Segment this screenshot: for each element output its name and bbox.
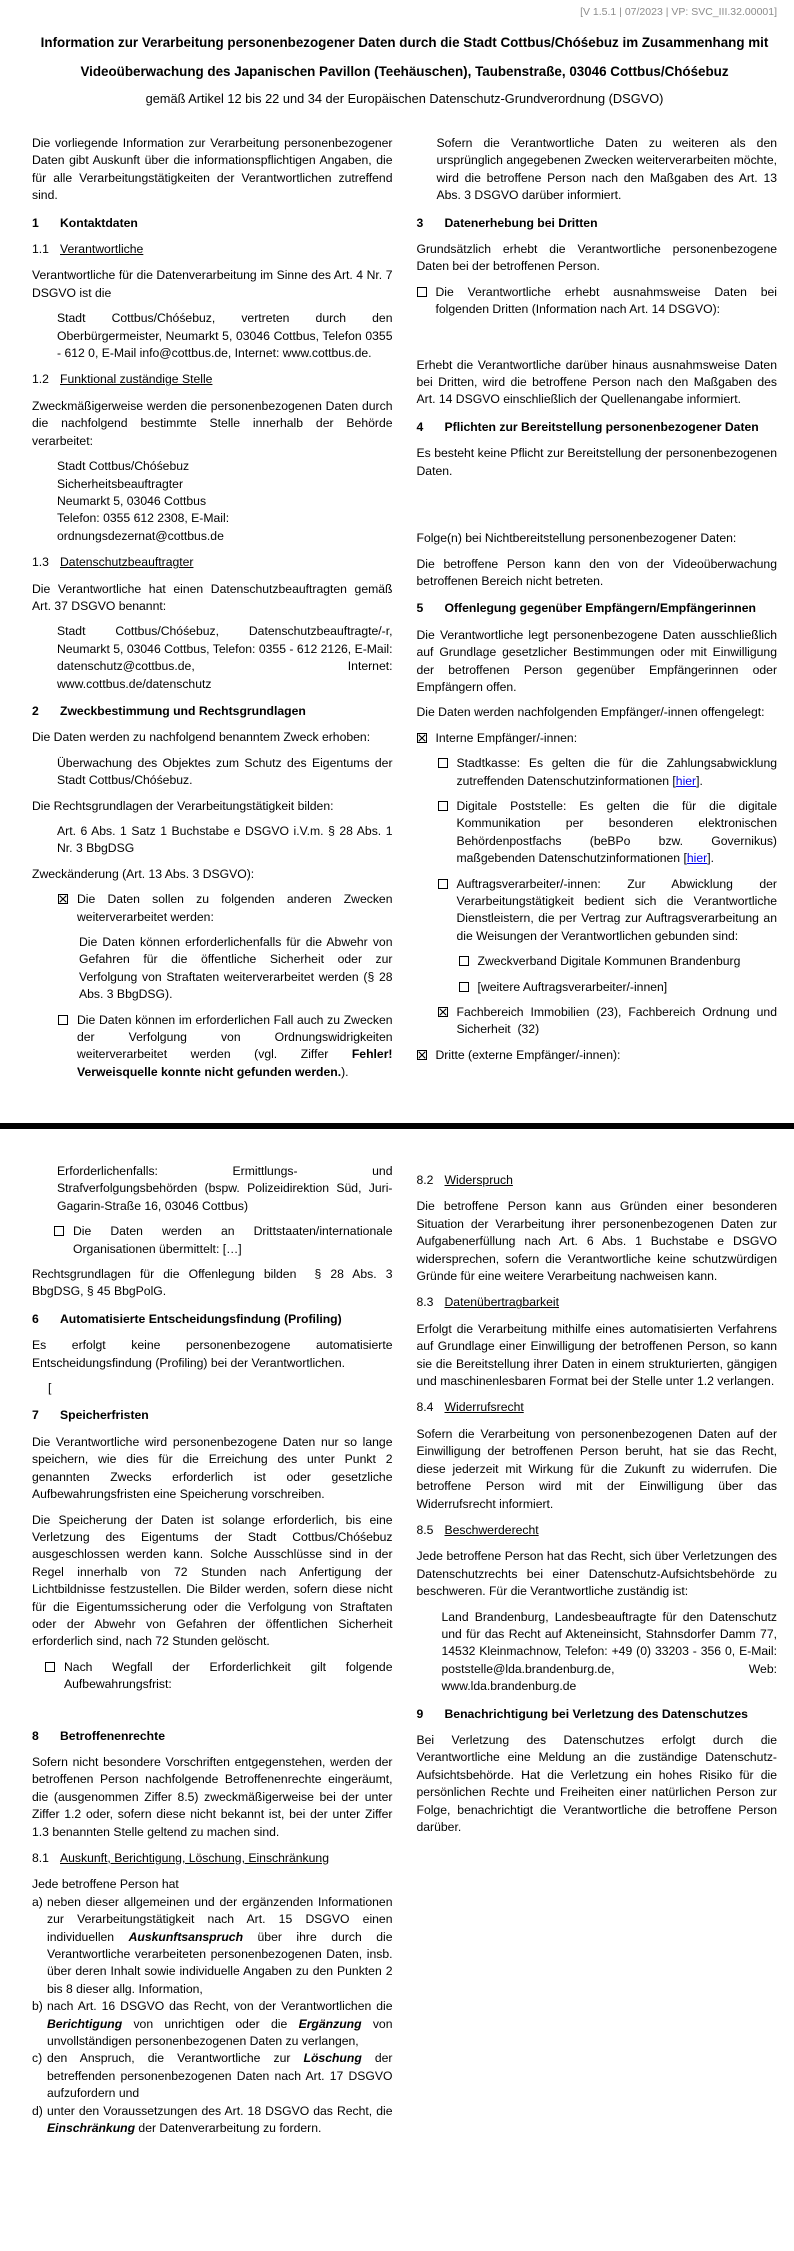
paragraph: Grundsätzlich erhebt die Verantwortliche personenbezogene Daten bei der betroffenen Person. [416,242,777,274]
paragraph: Zweckänderung (Art. 13 Abs. 3 DSGVO): [32,866,255,881]
text-segment: Digitale Poststelle: Es gelten die für die digitale Kommunikation per besonderen elektronischen Behördenpostfachs (beBPo bzw. Governikus) maßgebenden Datenschutzinformationen [ [456,798,777,866]
checkbox-item [58,1012,393,1082]
paragraph: Sofern nicht besondere Vorschriften entgegenstehen, werden der betroffenen Person nachfolgende Betroffenenrechte eingeräumt, die (ausgenommen Ziffer 8.5) zweckmäßigerweise bei der unter Ziffer 1.2 oder, sofern diese nicht bekannt ist, bei der unter Ziffer 1.3 benannten Stelle geltend zu machen sind. [32,1754,393,1839]
document-header [32,33,777,107]
section-title: Widerspruch [444,1173,513,1187]
section-number: 9 [416,1706,424,1721]
section-number: 6 [32,1311,39,1326]
empty-checkbox-icon [58,1015,68,1025]
checkbox-label: Nach Wegfall der Erforderlichkeit gilt folgende Aufbewahrungsfrist: [64,1659,393,1692]
empty-checkbox-icon [54,1226,64,1236]
list-text [47,1894,393,1998]
page-2 [0,1129,794,2251]
section-title: Betroffenenrechte [60,1728,165,1743]
section-title: Auskunft, Berichtigung, Löschung, Einschränkung [60,1851,329,1865]
text-segment: den Anspruch, die Verantwortliche zur [47,2051,304,2066]
spacer [417,327,778,357]
section-number: 8.2 [416,1173,434,1187]
checkbox-label [77,1012,393,1082]
indented-paragraph: Stadt Cottbus/Chóśebuz, vertreten durch den Oberbürgermeister, Neumarkt 5, 03046 Cottbus, Telefon 0355 - 612 0, E-Mail info@cottbus.de, Internet: www.cottbus.de. [57,311,393,361]
text-segment: von unvollständigen personenbezogenen Daten zu verlangen, [47,2016,393,2049]
section-title: Verantwortliche [60,242,144,257]
section-number: 1.1 [32,242,49,257]
address-line: Neumarkt 5, 03046 Cottbus [57,493,207,508]
address-block [57,458,393,545]
indented-paragraph: Art. 6 Abs. 1 Satz 1 Buchstabe e DSGVO i.V.m. § 28 Abs. 1 Nr. 3 BbgDSG [57,824,393,856]
empty-checkbox-icon [438,879,448,889]
empty-checkbox-icon [438,758,448,768]
checkbox-item [438,798,778,868]
paragraph: Verantwortliche für die Datenverarbeitung im Sinne des Art. 4 Nr. 7 DSGVO ist die [32,268,393,300]
text-segment: ]. [707,851,714,866]
section-heading [32,703,393,720]
list-marker: a) [32,1894,43,1909]
text-segment: unter den Voraussetzungen des Art. 18 DSGVO das Recht, die [47,2103,393,2118]
section-title: Kontaktdaten [60,215,138,230]
paragraph: Die Rechtsgrundlagen der Verarbeitungstätigkeit bilden: [32,798,334,813]
section-heading [417,600,778,617]
page-1 [0,0,794,1123]
paragraph: Zweckmäßigerweise werden die personenbezogenen Daten durch die nachfolgend bestimmte Stelle innerhalb der Behörde verarbeitet: [32,398,393,448]
section-number: 8.5 [416,1522,434,1537]
section-heading [32,1407,393,1424]
checkbox-item [54,1223,393,1258]
paragraph: Rechtsgrundlagen für die Offenlegung bilden § 28 Abs. 3 BbgDSG, § 45 BbgPolG. [32,1267,393,1299]
text-segment: der Datenverarbeitung zu fordern. [135,2121,322,2136]
indented-paragraph: Stadt Cottbus/Chóśebuz, Datenschutzbeauftragte/-r, Neumarkt 5, 03046 Cottbus, Telefon: 0355 - 612 2126, E-Mail: datenschutz@cottbus.de, Internet: www.cottbus.de/datenschutz [57,624,393,691]
document-title-line1: Information zur Verarbeitung personenbezogener Daten durch die Stadt Cottbus/Chóśebuz im Zusammenhang mit [40,35,769,50]
list-marker: c) [32,2051,43,2066]
section-number: 8.1 [32,1851,49,1865]
section-number: 8 [32,1728,39,1743]
paragraph: Die Verantwortliche hat einen Datenschutzbeauftragten gemäß Art. 37 DSGVO benannt: [32,581,393,613]
subsection-heading [32,241,393,258]
paragraph: Jede betroffene Person hat das Recht, sich über Verletzungen des Datenschutzrechts bei einer Datenschutz-Aufsichtsbehörde zu beschweren. Für die Verantwortliche zuständig ist: [416,1549,777,1599]
paragraph: Es erfolgt keine personenbezogene automatisierte Entscheidungsfindung (Profiling) bei der Verantwortlichen. [32,1338,393,1370]
paragraph: Die Daten werden zu nachfolgend benanntem Zweck erhoben: [32,730,371,745]
section-number: 8.3 [416,1295,434,1310]
list-item [32,1998,393,2050]
empty-checkbox-icon [438,801,448,811]
section-title: Benachrichtigung bei Verletzung des Datenschutzes [444,1706,748,1721]
indented-paragraph: Überwachung des Objektes zum Schutz des Eigentums der Stadt Cottbus/Chóśebuz. [57,755,393,788]
section-title: Zweckbestimmung und Rechtsgrundlagen [60,703,306,718]
list-text [47,1998,393,2050]
checkbox-item [459,979,778,996]
subsection-heading [32,1850,393,1867]
address-line: Telefon: 0355 612 2308, E-Mail: ordnungsdezernat@cottbus.de [57,511,230,543]
version-tag: [V 1.5.1 | 07/2023 | VP: SVC_III.32.00001] [580,6,777,18]
section-heading [32,215,393,232]
section-title: Datenschutzbeauftragter [60,555,194,570]
paragraph: Die vorliegende Information zur Verarbeitung personenbezogener Daten gibt Auskunft über die informationspflichtigen Angaben, die für alle Verarbeitungstätigkeiten der Verantwortlichen zutreffend sind. [32,136,393,203]
checkbox-item [417,284,778,319]
paragraph: Die Speicherung der Daten ist solange erforderlich, bis eine Verletzung des Eigentums der Stadt Cottbus/Chóśebuz ausgeschlossen werden kann. Solche Ausschlüsse sind in der Regel innerhalb von 72 Stunden nach Anfertigung der Lichtbildnisse festzustellen. Die Bilder werden, sofern diese nicht für die Eigentumssicherung oder die Verfolgung von Straftaten oder der Abwehr von Gefahren der öffentlichen Sicherheit erforderlich sind, nach 72 Stunden gelöscht. [32,1512,393,1649]
paragraph: Es besteht keine Pflicht zur Bereitstellung der personenbezogenen Daten. [416,446,777,478]
paragraph: Die Verantwortliche legt personenbezogene Daten ausschließlich auf Grundlage gesetzlicher Bestimmungen oder mit Einwilligung der betroffenen Person gegenüber Empfängerinnen oder Empfängern offen. [416,627,777,694]
text-segment: neben dieser allgemeinen und der ergänzenden Informationen zur Verarbeitungstätigkeit nach Art. 15 DSGVO einen individuellen [47,1894,393,1944]
section-title: Datenübertragbarkeit [444,1295,559,1310]
address-line: Sicherheitsbeauftragter [57,476,184,491]
subsection-heading [417,1399,778,1416]
page-2-columns [32,1163,777,2138]
section-title: Offenlegung gegenüber Empfängern/Empfängerinnen [444,601,756,616]
text-segment: Auskunftsanspruch [128,1929,244,1944]
paragraph: Bei Verletzung des Datenschutzes erfolgt durch die Verantwortliche eine Meldung an die zuständige Datenschutz-Aufsichtsbehörde. Hat die Verletzung ein hohes Risiko für die persönlichen Rechte und Freiheiten einer natürlichen Person zur Folge, benachrichtigt die Verantwortliche die betroffene Person darüber. [416,1732,777,1834]
text-segment: ). [341,1064,349,1079]
section-number: 3 [416,215,424,230]
text-segment: nach Art. 16 DSGVO das Recht, von der Verantwortlichen die [47,1999,393,2014]
list-item [32,1894,393,1998]
page-2-right-column [417,1163,778,2138]
indented-paragraph: Land Brandenburg, Landesbeauftragte für den Datenschutz und für das Recht auf Akteneinsicht, Stahnsdorfer Damm 77, 14532 Kleinmachnow, Telefon: +49 (0) 33203 - 356 0, E-Mail: poststelle@lda.brandenburg.de, Web: www.lda.brandenburg.de [441,1609,777,1694]
checkbox-label: Die Verantwortliche erhebt ausnahmsweise Daten bei folgenden Dritten (Information nach Art. 14 DSGVO): [435,284,777,317]
section-heading [32,1311,393,1328]
section-title: Pflichten zur Bereitstellung personenbezogener Daten [444,419,759,434]
checked-checkbox-icon [438,1007,448,1017]
section-number: 1.2 [32,372,49,387]
checkbox-label: Interne Empfänger/-innen: [435,730,578,745]
checked-checkbox-icon [417,1050,427,1060]
section-title: Automatisierte Entscheidungsfindung (Profiling) [60,1311,342,1326]
section-title: Widerrufsrecht [444,1400,524,1415]
checkbox-item [417,1047,778,1064]
checkbox-label [457,798,778,868]
checkbox-item [58,891,393,926]
subsection-heading [417,1294,778,1311]
checkbox-item [438,1004,778,1039]
text-segment: Berichtigung [47,2016,123,2031]
text-segment: Ergänzung [298,2016,362,2031]
section-number: 1 [32,215,39,230]
empty-checkbox-icon [45,1662,55,1672]
checkbox-label: Die Daten sollen zu folgenden anderen Zwecken weiterverarbeitet werden: [77,892,393,924]
section-heading [32,1728,393,1745]
text-segment: über ihre durch die Verantwortliche verarbeiteten personenbezogenen Daten, insb. über deren Inhalt sowie individuelle Angaben zu den Punkten 2 bis 8 dieser allg. Information, [47,1929,393,1996]
checkbox-label [457,755,778,790]
list-item [32,2103,393,2138]
paragraph: Die Daten werden nachfolgenden Empfänger/-innen offengelegt: [416,705,765,720]
section-heading [417,1706,778,1723]
text-segment: von unrichtigen oder die [122,2016,299,2031]
spacer [32,1702,393,1718]
checkbox-label: Fachbereich Immobilien (23), Fachbereich Ordnung und Sicherheit (32) [456,1005,777,1037]
paragraph: Die betroffene Person kann aus Gründen einer besonderen Situation der Verarbeitung ihrer personenbezogenen Daten zur Aufgabenerfüllung nach Art. 6 Abs. 1 Buchstabe e DSGVO widersprechen, sofern die Verantwortliche keine schutzwürdigen Gründe für eine weitere Verarbeitung nachweisen kann. [416,1199,777,1284]
subsection-heading [32,554,393,571]
text-segment: Einschränkung [47,2121,136,2136]
spacer [417,488,778,530]
text-segment: Fehler! Verweisquelle konnte nicht gefunden werden. [77,1047,393,1079]
section-title: Speicherfristen [60,1408,149,1423]
section-number: 2 [32,703,39,718]
section-heading [417,215,778,232]
text-segment: Stadtkasse: Es gelten die für die Zahlungsabwicklung zutreffenden Datenschutzinformationen [ [456,756,777,788]
text-segment: Löschung [303,2051,362,2066]
section-number: 8.4 [416,1400,434,1415]
page-1-right-column [417,135,778,1089]
paragraph: Erhebt die Verantwortliche darüber hinaus ausnahmsweise Daten bei Dritten, wird die betroffene Person nach den Maßgaben des Art. 14 DSGVO einschließlich der Quellenangabe informiert. [416,357,777,407]
subsection-heading [32,371,393,388]
text-segment: Die Daten können im erforderlichen Fall auch zu Zwecken der Verfolgung von Ordnungswidrigkeiten weiterverarbeitet werden (vgl. Ziffer [77,1012,393,1062]
checkbox-item [417,730,778,747]
section-heading [417,419,778,436]
hier-link[interactable]: hier [675,773,697,788]
checked-checkbox-icon [417,733,427,743]
paragraph: Die betroffene Person kann den von der Videoüberwachung betroffenen Bereich nicht betreten. [416,556,777,588]
paragraph: Die Verantwortliche wird personenbezogene Daten nur so lange speichern, wie dies für die Erreichung des unter Punkt 2 genannten Zwecks erforderlich ist oder gesetzliche Aufbewahrungsfristen eine Speicherung vorschreiben. [32,1434,393,1502]
list-text [47,2103,393,2138]
section-title: Beschwerderecht [444,1522,539,1537]
list-marker: d) [32,2103,43,2118]
list-text [47,2050,393,2102]
list-marker: b) [32,1999,43,2014]
address-line: Stadt Cottbus/Chóśebuz [57,459,190,474]
checkbox-item [459,953,778,970]
page-1-left-column [32,135,393,1089]
hier-link[interactable]: hier [686,851,708,866]
checkbox-item [45,1659,393,1694]
document-title-line2: Videoüberwachung des Japanischen Pavillon (Teehäuschen), Taubenstraße, 03046 Cottbus/Chóśebuz [80,64,729,79]
section-title: Funktional zuständige Stelle [60,372,213,387]
empty-checkbox-icon [459,956,469,966]
checkbox-label: Dritte (externe Empfänger/-innen): [435,1047,621,1062]
checkbox-label: [weitere Auftragsverarbeiter/-innen] [477,979,668,994]
checkbox-label: Zweckverband Digitale Kommunen Brandenburg [477,954,741,969]
checkbox-item [438,876,778,946]
indented-paragraph: Sofern die Verantwortliche Daten zu weiteren als den ursprünglich angegebenen Zwecken weiterverarbeiten möchte, wird die betroffene Person nach den Maßgaben des Art. 13 Abs. 3 DSGVO darüber informiert. [436,136,777,203]
section-number: 4 [416,419,424,434]
empty-checkbox-icon [417,287,427,297]
paragraph: Erfolgt die Verarbeitung mithilfe eines automatisierten Verfahrens auf Grundlage einer Einwilligung der betroffenen Person, so kann sie die Bereitstellung ihrer Daten in einem strukturierten, gängigen und maschinenlesbaren Format bei der Stelle unter 1.2 verlangen. [416,1321,777,1389]
empty-checkbox-icon [459,982,469,992]
section-number: 1.3 [32,555,49,570]
indented-paragraph: [ [48,1381,52,1396]
text-segment: der betreffenden personenbezogenen Daten nach Art. 17 DSGVO aufzufordern und [47,2051,393,2101]
page-2-left-column [32,1163,393,2138]
checkbox-label: Auftragsverarbeiter/-innen: Zur Abwicklung der Verarbeitungstätigkeit bedient sich die Verantwortliche Dienstleistern, die per Vertrag zur Auftragsverarbeitung an die Weisungen der Verantwortlichen gebunden sind: [456,876,777,943]
subsection-heading [417,1522,778,1539]
paragraph: Sofern die Verarbeitung von personenbezogenen Daten auf der Einwilligung der betroffenen Person beruht, hat sie das Recht, diese jederzeit mit Wirkung für die Zukunft zu widerrufen. Die betroffene Person wird mit der Einwilligung über das Widerrufsrecht informiert. [416,1426,777,1511]
text-segment: ]. [696,773,703,788]
document-subtitle: gemäß Artikel 12 bis 22 und 34 der Europäischen Datenschutz-Grundverordnung (DSGVO) [145,91,664,106]
section-number: 7 [32,1408,39,1423]
checkbox-item [438,755,778,790]
indented-paragraph: Erforderlichenfalls: Ermittlungs- und Strafverfolgungsbehörden (bspw. Polizeidirektion Süd, Juri-Gagarin-Straße 16, 03046 Cottbus) [57,1164,393,1213]
indented-paragraph: Die Daten können erforderlichenfalls für die Abwehr von Gefahren für die öffentliche Sicherheit oder zur Verfolgung von Straftaten weiterverarbeitet werden (§ 28 Abs. 3 BbgDSG). [79,935,393,1002]
page-1-columns [32,135,777,1089]
section-title: Datenerhebung bei Dritten [444,215,598,230]
paragraph: Folge(n) bei Nichtbereitstellung personenbezogener Daten: [416,531,737,546]
subsection-heading [417,1172,778,1189]
section-number: 5 [416,601,424,616]
checked-checkbox-icon [58,894,68,904]
list-item [32,2050,393,2102]
checkbox-label: Die Daten werden an Drittstaaten/internationale Organisationen übermittelt: […] [73,1224,393,1256]
paragraph: Jede betroffene Person hat [32,1877,179,1892]
